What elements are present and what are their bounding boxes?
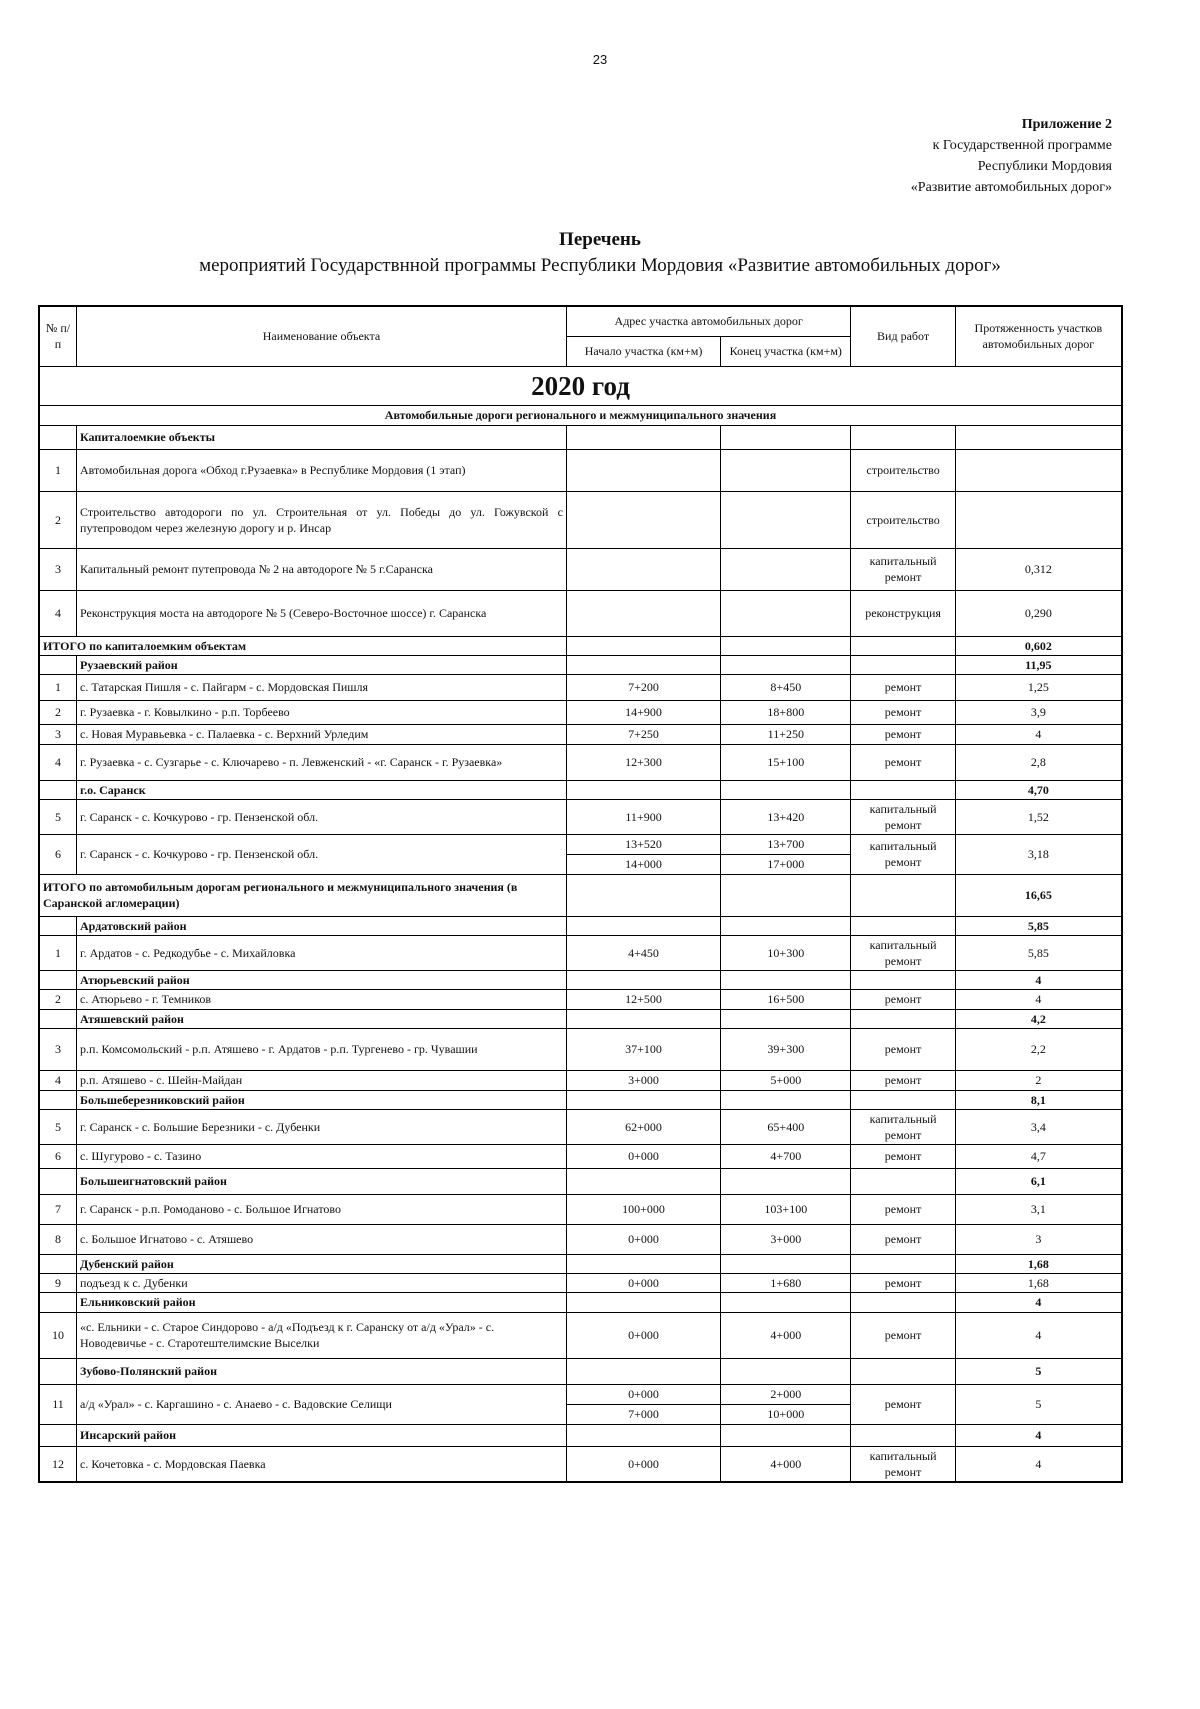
row-end: 5+000 — [721, 1070, 851, 1090]
row-work: капитальный ремонт — [851, 799, 955, 834]
group-row — [39, 1168, 1122, 1194]
appendix-line-1: к Государственной программе — [932, 138, 1112, 153]
row-end: 17+000 — [721, 854, 851, 874]
group-total: 4,70 — [955, 780, 1122, 799]
row-end: 16+500 — [721, 989, 851, 1009]
table-row — [39, 1144, 1122, 1168]
row-start: 3+000 — [566, 1070, 720, 1090]
row-length: 4 — [955, 724, 1122, 744]
table-row — [39, 724, 1122, 744]
table-row — [39, 1224, 1122, 1254]
row-length: 3,18 — [955, 834, 1122, 874]
row-length: 3,1 — [955, 1194, 1122, 1224]
group-label: г.о. Саранск — [77, 780, 567, 799]
section-title: Автомобильные дороги регионального и межмуниципального значения — [39, 405, 1122, 425]
table-row — [39, 548, 1122, 590]
row-length: 1,52 — [955, 799, 1122, 834]
row-name: «с. Ельники - с. Старое Синдорово - а/д «Подъезд к г. Саранску от а/д «Урал» - с. Новодевичье - с. Старотештелимские Выселки — [77, 1312, 567, 1358]
row-name: с. Большое Игнатово - с. Атяшево — [77, 1224, 567, 1254]
group-label: Атяшевский район — [77, 1009, 567, 1028]
row-work: ремонт — [851, 1144, 955, 1168]
row-end: 4+000 — [721, 1446, 851, 1482]
row-name: г. Саранск - с. Большие Березники - с. Дубенки — [77, 1109, 567, 1144]
group-row — [39, 916, 1122, 935]
row-num: 3 — [39, 724, 77, 744]
appendix-line-3: «Развитие автомобильных дорог» — [910, 180, 1112, 195]
row-start: 7+200 — [566, 674, 720, 700]
group-total: 4 — [955, 1424, 1122, 1446]
row-name: г. Рузаевка - с. Сузгарье - с. Ключарево - п. Левженский - «г. Саранск - г. Рузаевка» — [77, 744, 567, 780]
row-work: ремонт — [851, 1028, 955, 1070]
row-end: 8+450 — [721, 674, 851, 700]
row-name: г. Саранск - с. Кочкурово - гр. Пензенской обл. — [77, 834, 567, 874]
row-num: 1 — [39, 449, 77, 491]
row-start: 0+000 — [566, 1144, 720, 1168]
row-name: р.п. Атяшево - с. Шейн-Майдан — [77, 1070, 567, 1090]
table-row — [39, 834, 1122, 854]
row-start: 0+000 — [566, 1312, 720, 1358]
row-work: капитальный ремонт — [851, 1446, 955, 1482]
header-name: Наименование объекта — [77, 306, 567, 366]
row-start: 62+000 — [566, 1109, 720, 1144]
row-num: 1 — [39, 935, 77, 970]
appendix-title: Приложение 2 — [1021, 117, 1112, 132]
row-name: с. Татарская Пишля - с. Пайгарм - с. Мордовская Пишля — [77, 674, 567, 700]
row-length — [955, 491, 1122, 548]
row-start: 14+900 — [566, 700, 720, 724]
row-length: 5,85 — [955, 935, 1122, 970]
row-length: 2,2 — [955, 1028, 1122, 1070]
header-length: Протяженность участков автомобильных дорог — [955, 306, 1122, 366]
group-row — [39, 1009, 1122, 1028]
table-row — [39, 700, 1122, 724]
row-work: ремонт — [851, 1224, 955, 1254]
row-end: 2+000 — [721, 1384, 851, 1404]
row-num: 5 — [39, 1109, 77, 1144]
row-start: 0+000 — [566, 1224, 720, 1254]
row-num: 4 — [39, 590, 77, 636]
table-row — [39, 799, 1122, 834]
row-name: а/д «Урал» - с. Каргашино - с. Анаево - с. Вадовские Селищи — [77, 1384, 567, 1424]
year-label: 2020 год — [39, 366, 1122, 405]
row-name: Капитальный ремонт путепровода № 2 на автодороге № 5 г.Саранска — [77, 548, 567, 590]
document-subtitle: мероприятий Государствнной программы Республики Мордовия «Развитие автомобильных дорог» — [199, 255, 1001, 276]
measures-table — [38, 305, 1123, 1483]
row-num: 9 — [39, 1273, 77, 1292]
row-start: 4+450 — [566, 935, 720, 970]
row-name: г. Саранск - р.п. Ромоданово - с. Большое Игнатово — [77, 1194, 567, 1224]
group-label: Инсарский район — [77, 1424, 567, 1446]
row-name: г. Ардатов - с. Редкодубье - с. Михайловка — [77, 935, 567, 970]
row-work: ремонт — [851, 989, 955, 1009]
row-start: 11+900 — [566, 799, 720, 834]
group-label: Капиталоемкие объекты — [77, 425, 567, 449]
header-num: № п/п — [39, 306, 77, 366]
row-end: 1+680 — [721, 1273, 851, 1292]
row-work: ремонт — [851, 1194, 955, 1224]
row-name: г. Рузаевка - г. Ковылкино - р.п. Торбеево — [77, 700, 567, 724]
row-end: 10+300 — [721, 935, 851, 970]
row-name: г. Саранск - с. Кочкурово - гр. Пензенской обл. — [77, 799, 567, 834]
row-start: 13+520 — [566, 834, 720, 854]
group-row — [39, 655, 1122, 674]
group-row — [39, 1254, 1122, 1273]
table-row — [39, 1028, 1122, 1070]
table-row — [39, 1109, 1122, 1144]
row-end: 13+420 — [721, 799, 851, 834]
row-work: реконструкция — [851, 590, 955, 636]
row-start: 100+000 — [566, 1194, 720, 1224]
row-work: ремонт — [851, 724, 955, 744]
row-start: 0+000 — [566, 1384, 720, 1404]
group-label: Большеигнатовский район — [77, 1168, 567, 1194]
row-start: 12+300 — [566, 744, 720, 780]
row-work: ремонт — [851, 1273, 955, 1292]
row-num: 1 — [39, 674, 77, 700]
group-label: Ардатовский район — [77, 916, 567, 935]
row-length: 0,312 — [955, 548, 1122, 590]
table-row — [39, 1194, 1122, 1224]
row-work: капитальный ремонт — [851, 834, 955, 874]
document-title: Перечень — [559, 229, 641, 250]
row-length: 5 — [955, 1384, 1122, 1424]
section-row — [39, 405, 1122, 425]
row-start: 12+500 — [566, 989, 720, 1009]
row-name: с. Новая Муравьевка - с. Палаевка - с. Верхний Урледим — [77, 724, 567, 744]
group-total: 4,2 — [955, 1009, 1122, 1028]
total-value: 0,602 — [955, 636, 1122, 655]
row-num: 2 — [39, 700, 77, 724]
row-num: 10 — [39, 1312, 77, 1358]
row-work: капитальный ремонт — [851, 548, 955, 590]
group-total: 4 — [955, 970, 1122, 989]
header-work: Вид работ — [851, 306, 955, 366]
group-row — [39, 1292, 1122, 1312]
row-length: 3 — [955, 1224, 1122, 1254]
row-length: 3,9 — [955, 700, 1122, 724]
row-length: 3,4 — [955, 1109, 1122, 1144]
row-name: подъезд к с. Дубенки — [77, 1273, 567, 1292]
row-num: 3 — [39, 548, 77, 590]
table-row — [39, 935, 1122, 970]
year-row — [39, 366, 1122, 405]
row-start: 7+250 — [566, 724, 720, 744]
table-row — [39, 491, 1122, 548]
row-name: Строительство автодороги по ул. Строительная от ул. Победы до ул. Гожувской с путепроводом через железную дорогу и р. Инсар — [77, 491, 567, 548]
row-num: 11 — [39, 1384, 77, 1424]
total-row — [39, 874, 1122, 916]
row-length: 4 — [955, 989, 1122, 1009]
row-length: 1,68 — [955, 1273, 1122, 1292]
row-name: с. Атюрьево - г. Темников — [77, 989, 567, 1009]
table-row — [39, 1070, 1122, 1090]
row-work: ремонт — [851, 674, 955, 700]
total-label: ИТОГО по капиталоемким объектам — [39, 636, 566, 655]
row-work: строительство — [851, 449, 955, 491]
row-work: ремонт — [851, 1070, 955, 1090]
table-row — [39, 989, 1122, 1009]
row-start: 7+000 — [566, 1404, 720, 1424]
group-label: Большеберезниковский район — [77, 1090, 567, 1109]
row-num: 8 — [39, 1224, 77, 1254]
row-name: р.п. Комсомольский - р.п. Атяшево - г. Ардатов - р.п. Тургенево - гр. Чувашии — [77, 1028, 567, 1070]
row-end: 4+700 — [721, 1144, 851, 1168]
total-label: ИТОГО по автомобильным дорогам регионального и межмуниципального значения (в Саранской агломерации) — [39, 874, 566, 916]
row-name: с. Шугурово - с. Тазино — [77, 1144, 567, 1168]
row-num: 4 — [39, 1070, 77, 1090]
row-num: 7 — [39, 1194, 77, 1224]
group-total: 1,68 — [955, 1254, 1122, 1273]
row-num: 2 — [39, 989, 77, 1009]
group-total: 5 — [955, 1358, 1122, 1384]
appendix-line-2: Республики Мордовия — [977, 159, 1112, 174]
header-end: Конец участка (км+м) — [721, 336, 851, 366]
group-row — [39, 780, 1122, 799]
row-name: Автомобильная дорога «Обход г.Рузаевка» в Республике Мордовия (1 этап) — [77, 449, 567, 491]
group-total: 6,1 — [955, 1168, 1122, 1194]
row-length: 1,25 — [955, 674, 1122, 700]
row-length: 2,8 — [955, 744, 1122, 780]
group-total: 5,85 — [955, 916, 1122, 935]
row-end: 65+400 — [721, 1109, 851, 1144]
total-row — [39, 636, 1122, 655]
row-work: ремонт — [851, 700, 955, 724]
row-work: ремонт — [851, 1312, 955, 1358]
table-row — [39, 1312, 1122, 1358]
row-work: ремонт — [851, 744, 955, 780]
group-label: Ельниковский район — [77, 1292, 567, 1312]
row-work: капитальный ремонт — [851, 1109, 955, 1144]
row-num: 5 — [39, 799, 77, 834]
header-address: Адрес участка автомобильных дорог — [566, 306, 851, 336]
row-start: 0+000 — [566, 1273, 720, 1292]
row-work: ремонт — [851, 1384, 955, 1424]
row-end: 11+250 — [721, 724, 851, 744]
row-work: капитальный ремонт — [851, 935, 955, 970]
header-row — [39, 306, 1122, 336]
table-row — [39, 590, 1122, 636]
row-length — [955, 449, 1122, 491]
row-length: 0,290 — [955, 590, 1122, 636]
group-label: Рузаевский район — [77, 655, 567, 674]
row-num: 6 — [39, 834, 77, 874]
row-end: 3+000 — [721, 1224, 851, 1254]
appendix-block — [911, 114, 1112, 198]
header-start: Начало участка (км+м) — [566, 336, 720, 366]
row-end: 15+100 — [721, 744, 851, 780]
row-length: 4,7 — [955, 1144, 1122, 1168]
table-row — [39, 744, 1122, 780]
group-label: Атюрьевский район — [77, 970, 567, 989]
total-value: 16,65 — [955, 874, 1122, 916]
group-row — [39, 1090, 1122, 1109]
row-end: 18+800 — [721, 700, 851, 724]
group-total: 4 — [955, 1292, 1122, 1312]
row-num: 6 — [39, 1144, 77, 1168]
group-label: Дубенский район — [77, 1254, 567, 1273]
group-row — [39, 1358, 1122, 1384]
row-length: 4 — [955, 1446, 1122, 1482]
row-name: Реконструкция моста на автодороге № 5 (Северо-Восточное шоссе) г. Саранска — [77, 590, 567, 636]
table-row — [39, 1384, 1122, 1404]
table-row — [39, 674, 1122, 700]
group-label: Зубово-Полянский район — [77, 1358, 567, 1384]
group-row — [39, 425, 1122, 449]
table-row — [39, 1273, 1122, 1292]
row-end: 13+700 — [721, 834, 851, 854]
row-work: строительство — [851, 491, 955, 548]
row-end: 39+300 — [721, 1028, 851, 1070]
row-num: 3 — [39, 1028, 77, 1070]
row-num: 2 — [39, 491, 77, 548]
group-row — [39, 1424, 1122, 1446]
row-name: с. Кочетовка - с. Мордовская Паевка — [77, 1446, 567, 1482]
row-start: 37+100 — [566, 1028, 720, 1070]
table-row — [39, 1446, 1122, 1482]
row-start: 0+000 — [566, 1446, 720, 1482]
row-end: 103+100 — [721, 1194, 851, 1224]
row-end: 10+000 — [721, 1404, 851, 1424]
group-total: 11,95 — [955, 655, 1122, 674]
page-number: 23 — [592, 52, 608, 67]
row-length: 4 — [955, 1312, 1122, 1358]
row-start: 14+000 — [566, 854, 720, 874]
group-row — [39, 970, 1122, 989]
group-total: 8,1 — [955, 1090, 1122, 1109]
row-end: 4+000 — [721, 1312, 851, 1358]
row-length: 2 — [955, 1070, 1122, 1090]
row-num: 4 — [39, 744, 77, 780]
table-row — [39, 449, 1122, 491]
row-num: 12 — [39, 1446, 77, 1482]
